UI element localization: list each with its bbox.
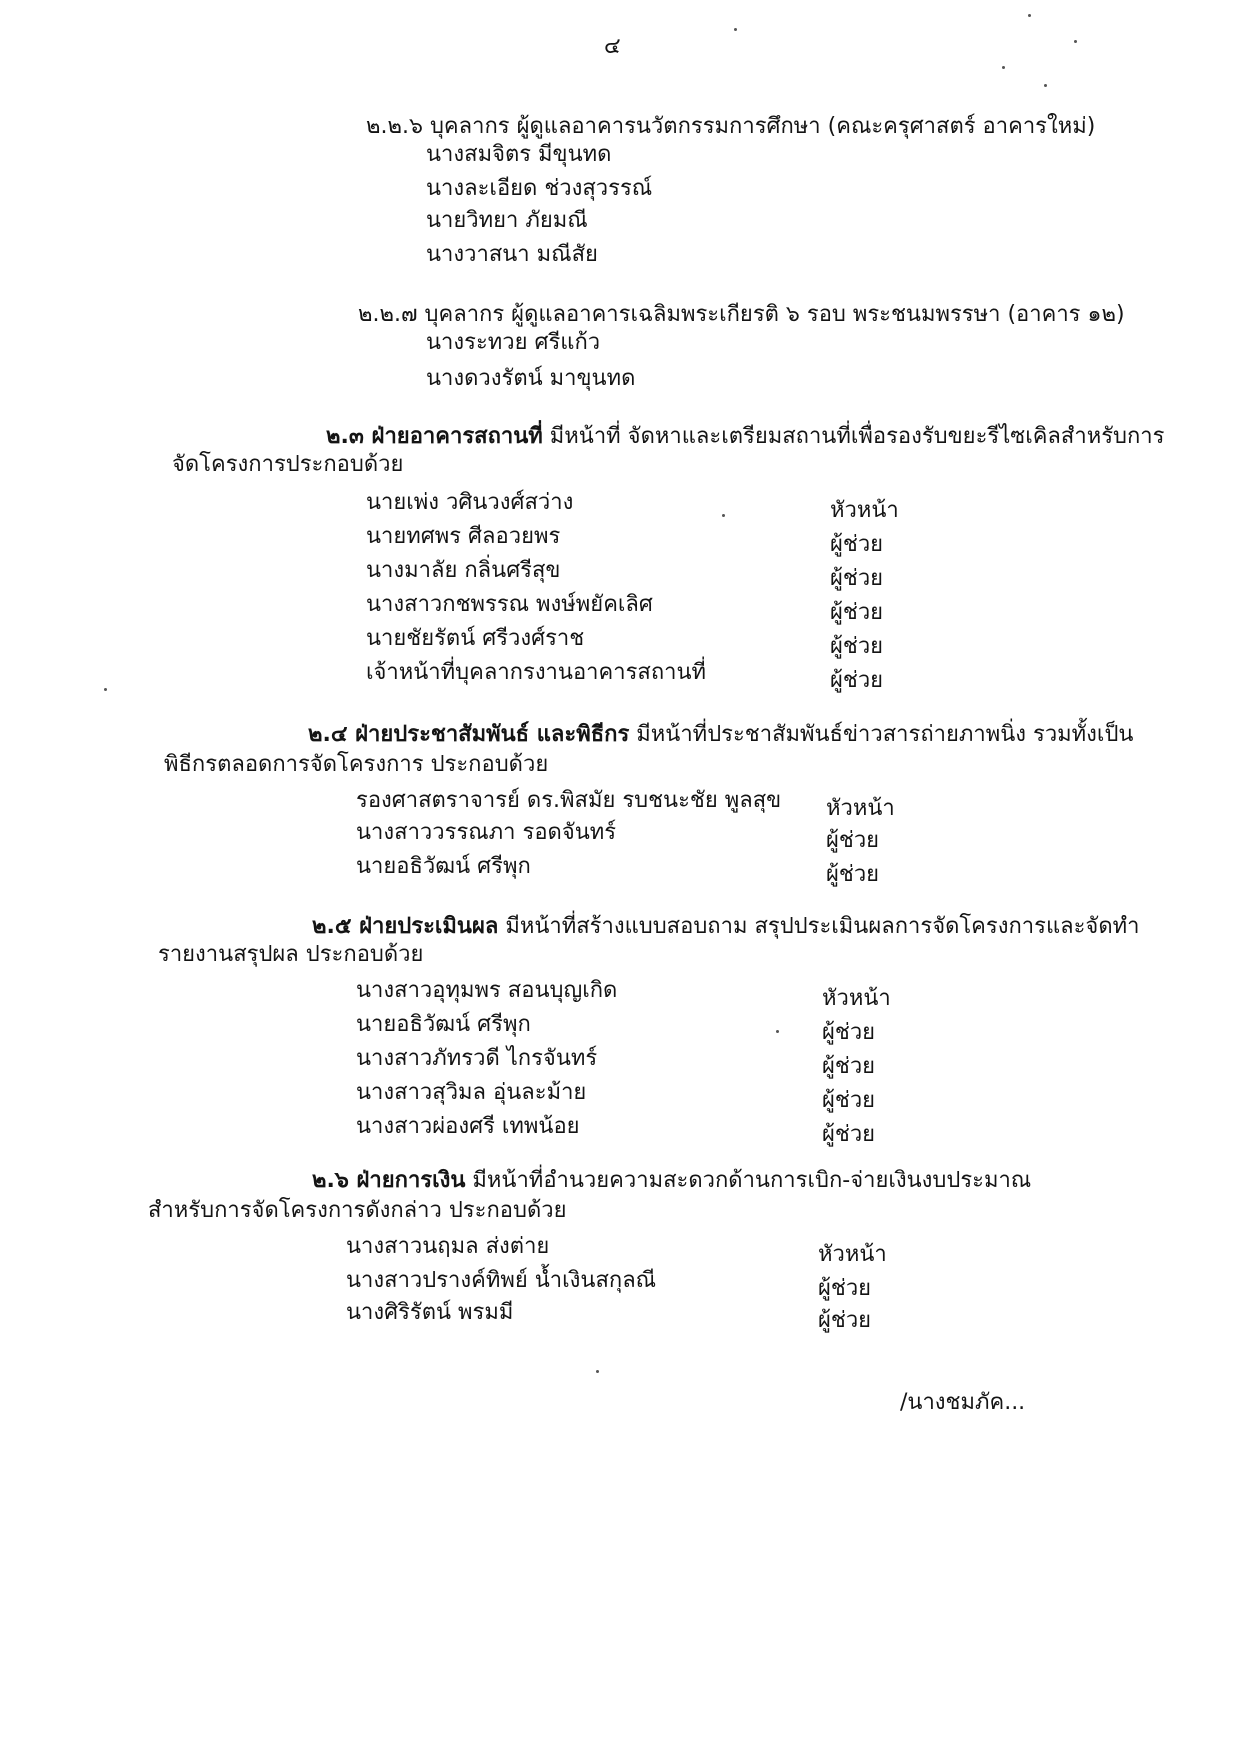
section-23-member-name: นางสาวกชพรรณ พงษ์พยัคเลิศ (366, 592, 653, 617)
section-23-member-name: นายชัยรัตน์ ศรีวงศ์ราช (366, 626, 585, 651)
section-227-member: นางดวงรัตน์ มาขุนทด (426, 366, 636, 391)
section-26-member-name: นางสาวนฤมล ส่งต่าย (346, 1234, 550, 1259)
scan-speck (104, 688, 107, 691)
scan-speck (1074, 40, 1077, 43)
section-24-member-name: รองศาสตราจารย์ ดร.พิสมัย รบชนะชัย พูลสุข (356, 788, 782, 813)
section-26-member-role: ผู้ช่วย (818, 1308, 872, 1333)
section-226-member: นายวิทยา ภัยมณี (426, 208, 588, 233)
scan-speck (1002, 66, 1005, 69)
section-25-member-name: นางสาวผ่องศรี เทพน้อย (356, 1114, 580, 1139)
section-25-member-role: ผู้ช่วย (822, 1122, 876, 1147)
section-25-desc-continued: รายงานสรุปผล ประกอบด้วย (158, 942, 424, 967)
section-23-member-role: ผู้ช่วย (830, 668, 884, 693)
section-24-member-name: นางสาววรรณภา รอดจันทร์ (356, 820, 617, 845)
section-24-member-role: ผู้ช่วย (826, 862, 880, 887)
section-26-paragraph (312, 1166, 1031, 1196)
continuation-note: /นางชมภัค... (900, 1390, 1026, 1415)
section-25-title: ๒.๕ ฝ่ายประเมินผล (312, 914, 499, 939)
section-26-desc: มีหน้าที่อำนวยความสะดวกด้านการเบิก-จ่ายเงินงบประมาณ (465, 1168, 1032, 1193)
section-25-paragraph (312, 912, 1139, 942)
section-26-member-role: ผู้ช่วย (818, 1276, 872, 1301)
section-226-member: นางสมจิตร มีขุนทด (426, 142, 612, 167)
page-number: ๔ (604, 34, 621, 59)
section-226-member: นางวาสนา มณีสัย (426, 242, 598, 267)
section-23-title: ๒.๓ ฝ่ายอาคารสถานที่ (326, 424, 543, 449)
section-25-member-role: หัวหน้า (822, 986, 891, 1011)
section-25-member-name: นางสาวภัทรวดี ไกรจันทร์ (356, 1046, 598, 1071)
section-24-member-name: นายอธิวัฒน์ ศรีพุก (356, 854, 531, 879)
section-25-member-name: นางสาวอุทุมพร สอนบุญเกิด (356, 978, 618, 1003)
section-26-member-name: นางศิริรัตน์ พรมมี (346, 1300, 514, 1325)
section-23-member-role: ผู้ช่วย (830, 566, 884, 591)
section-24-member-role: ผู้ช่วย (826, 828, 880, 853)
section-26-desc-continued: สำหรับการจัดโครงการดังกล่าว ประกอบด้วย (148, 1198, 567, 1223)
section-23-member-role: หัวหน้า (830, 498, 899, 523)
section-25-member-name: นางสาวสุวิมล อุ่นละม้าย (356, 1080, 587, 1105)
section-26-title: ๒.๖ ฝ่ายการเงิน (312, 1168, 466, 1193)
section-25-member-role: ผู้ช่วย (822, 1020, 876, 1045)
section-23-member-name: นางมาลัย กลิ่นศรีสุข (366, 558, 561, 583)
scan-speck (596, 1370, 599, 1373)
section-25-member-role: ผู้ช่วย (822, 1054, 876, 1079)
scan-speck (1044, 84, 1047, 87)
section-23-member-role: ผู้ช่วย (830, 634, 884, 659)
section-25-member-name: นายอธิวัฒน์ ศรีพุก (356, 1012, 531, 1037)
scan-speck (734, 28, 737, 31)
section-23-member-name: เจ้าหน้าที่บุคลากรงานอาคารสถานที่ (366, 660, 707, 685)
section-226-member: นางละเอียด ช่วงสุวรรณ์ (426, 176, 653, 201)
scan-speck (776, 1030, 779, 1033)
section-25-desc: มีหน้าที่สร้างแบบสอบถาม สรุปประเมินผลการจัดโครงการและจัดทำ (498, 914, 1140, 939)
section-23-desc: มีหน้าที่ จัดหาและเตรียมสถานที่เพื่อรองรับขยะรีไซเคิลสำหรับการ (542, 424, 1165, 449)
section-26-member-name: นางสาวปรางค์ทิพย์ น้ำเงินสกุลณี (346, 1268, 657, 1293)
section-24-title: ๒.๔ ฝ่ายประชาสัมพันธ์ และพิธีกร (308, 722, 630, 747)
section-227-heading: ๒.๒.๗ บุคลากร ผู้ดูแลอาคารเฉลิมพระเกียรติ ๖ รอบ พระชนมพรรษา (อาคาร ๑๒) (358, 302, 1125, 327)
section-24-paragraph (308, 720, 1133, 750)
section-23-member-role: ผู้ช่วย (830, 532, 884, 557)
section-25-member-role: ผู้ช่วย (822, 1088, 876, 1113)
scan-speck (1028, 14, 1031, 17)
scan-speck (722, 514, 725, 517)
section-26-member-role: หัวหน้า (818, 1242, 887, 1267)
section-23-member-role: ผู้ช่วย (830, 600, 884, 625)
section-226-heading: ๒.๒.๖ บุคลากร ผู้ดูแลอาคารนวัตกรรมการศึกษา (คณะครุศาสตร์ อาคารใหม่) (366, 114, 1096, 139)
section-23-paragraph (326, 422, 1164, 452)
section-23-desc-continued: จัดโครงการประกอบด้วย (172, 452, 404, 477)
section-23-member-name: นายเพ่ง วศินวงศ์สว่าง (366, 490, 574, 515)
section-23-member-name: นายทศพร ศีลอวยพร (366, 524, 561, 549)
section-24-desc: มีหน้าที่ประชาสัมพันธ์ข่าวสารถ่ายภาพนิ่ง รวมทั้งเป็น (629, 722, 1134, 747)
section-227-member: นางระทวย ศรีแก้ว (426, 330, 601, 355)
section-24-desc-continued: พิธีกรตลอดการจัดโครงการ ประกอบด้วย (164, 752, 549, 777)
section-24-member-role: หัวหน้า (826, 796, 895, 821)
